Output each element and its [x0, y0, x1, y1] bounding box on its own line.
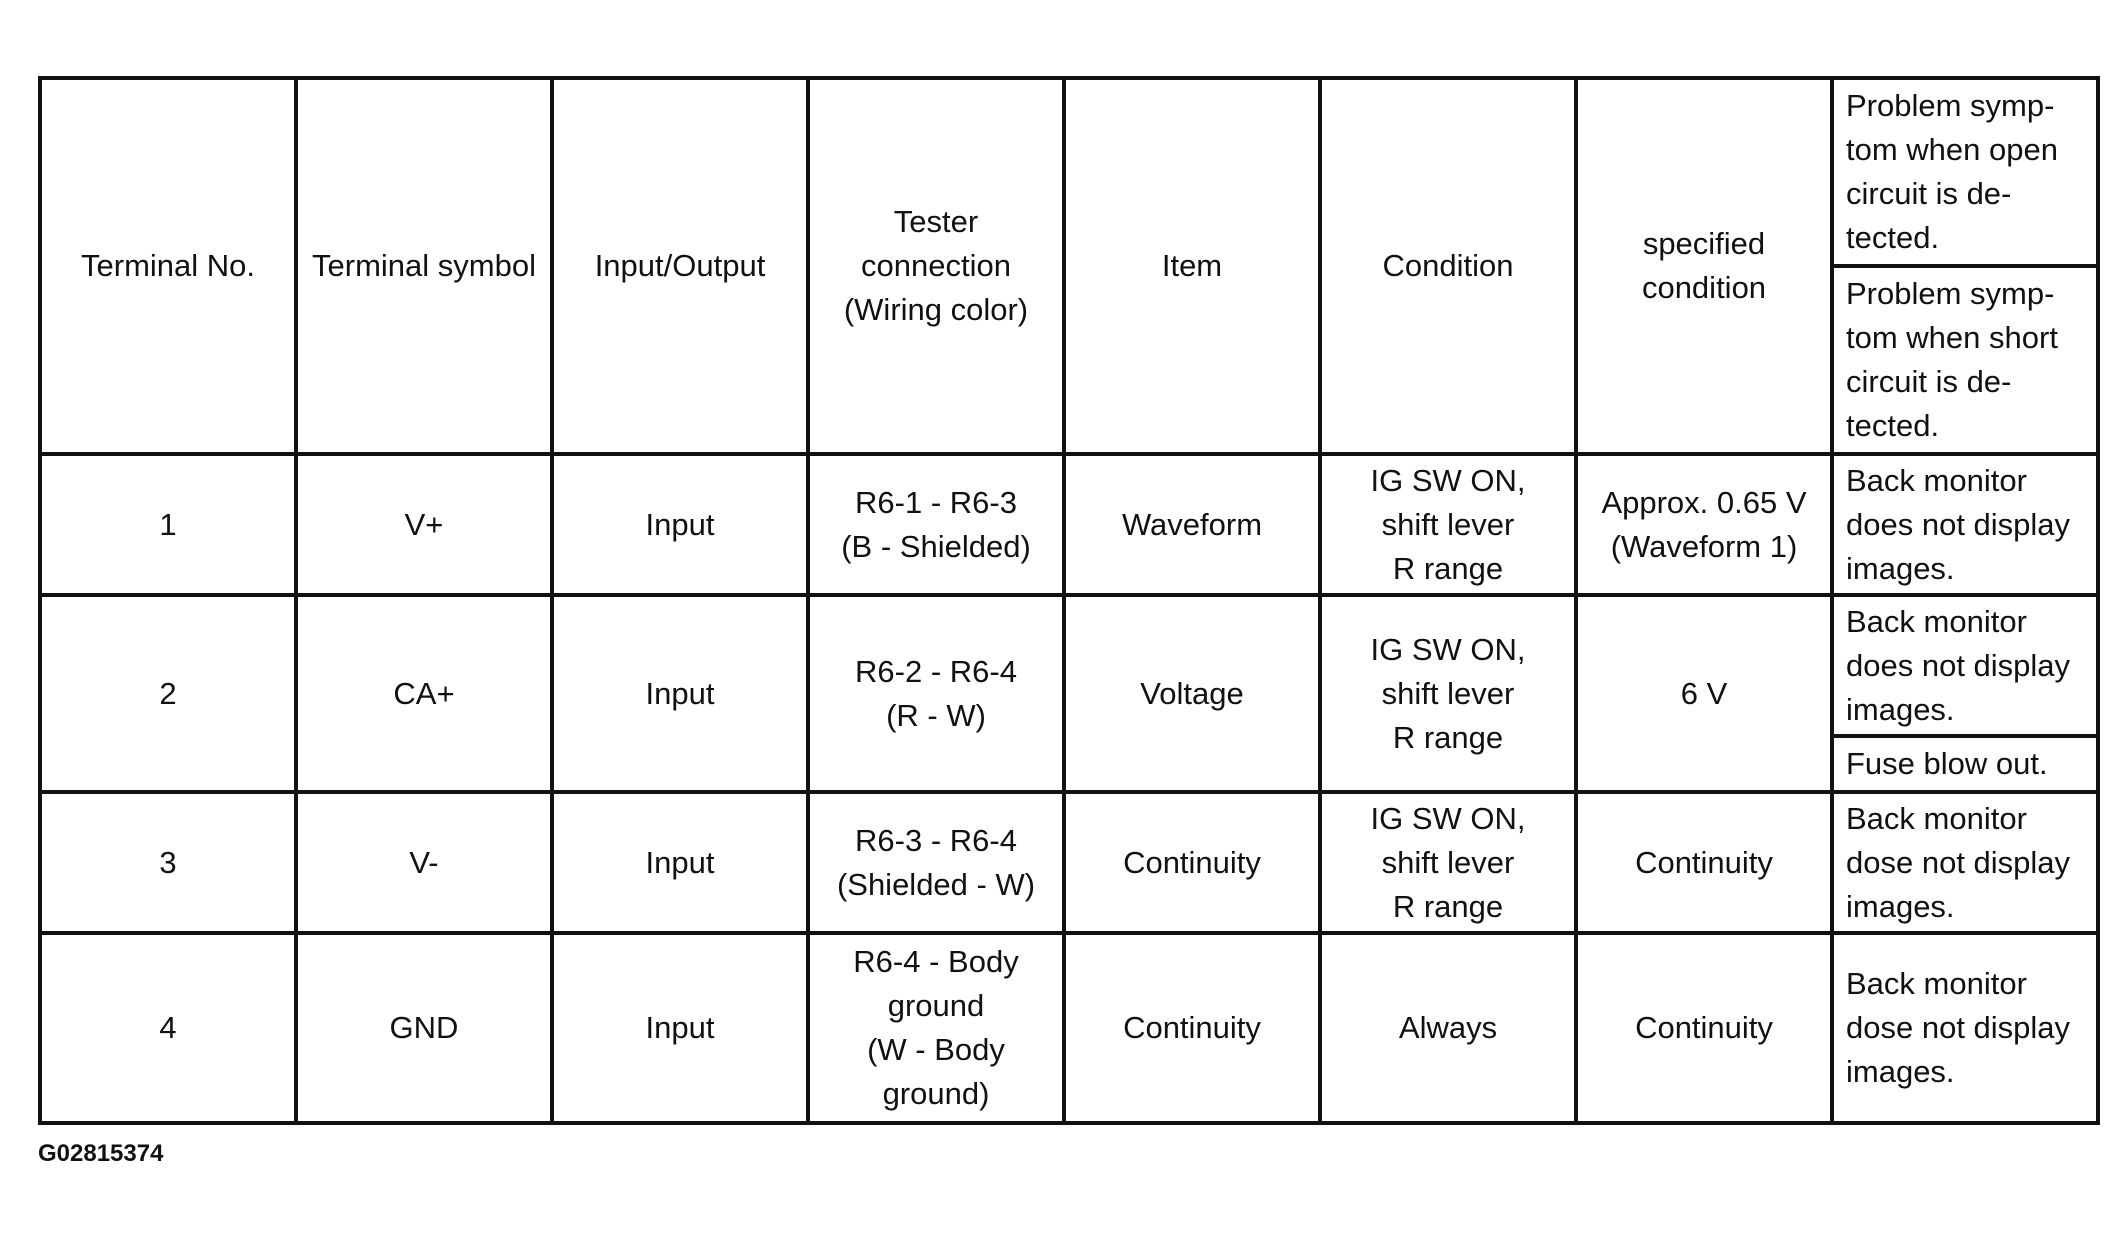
cell-problem-open: Back monitor does not display images. [1832, 595, 2098, 736]
cell-condition: IG SW ON, shift lever R range [1320, 792, 1576, 933]
terminal-spec-table [38, 76, 2100, 1125]
cell-io: Input [552, 454, 808, 595]
header-terminal-no: Terminal No. [40, 78, 296, 454]
header-problem-open: Problem symp- tom when open circuit is de- tected. [1832, 78, 2098, 266]
header-input-output: Input/Output [552, 78, 808, 454]
cell-io: Input [552, 792, 808, 933]
cell-condition: IG SW ON, shift lever R range [1320, 454, 1576, 595]
cell-problem-short: Fuse blow out. [1832, 736, 2098, 792]
table-row [40, 595, 2098, 736]
cell-tester: R6-3 - R6-4 (Shielded - W) [808, 792, 1064, 933]
cell-tester: R6-1 - R6-3 (B - Shielded) [808, 454, 1064, 595]
cell-symbol: V- [296, 792, 552, 933]
header-row [40, 78, 2098, 266]
cell-terminal-no: 2 [40, 595, 296, 792]
cell-specified: Continuity [1576, 792, 1832, 933]
cell-condition: Always [1320, 933, 1576, 1123]
cell-io: Input [552, 595, 808, 792]
cell-item: Waveform [1064, 454, 1320, 595]
figure-id: G02815374 [38, 1140, 164, 1167]
cell-specified: Continuity [1576, 933, 1832, 1123]
cell-terminal-no: 4 [40, 933, 296, 1123]
cell-io: Input [552, 933, 808, 1123]
table-row [40, 454, 2098, 595]
cell-symbol: V+ [296, 454, 552, 595]
header-tester-connection: Tester connection (Wiring color) [808, 78, 1064, 454]
cell-symbol: CA+ [296, 595, 552, 792]
table-row [40, 933, 2098, 1123]
cell-symbol: GND [296, 933, 552, 1123]
header-specified-condition: specified condition [1576, 78, 1832, 454]
cell-tester: R6-4 - Body ground (W - Body ground) [808, 933, 1064, 1123]
cell-terminal-no: 3 [40, 792, 296, 933]
cell-item: Voltage [1064, 595, 1320, 792]
table-row [40, 792, 2098, 933]
cell-tester: R6-2 - R6-4 (R - W) [808, 595, 1064, 792]
cell-problem-open: Back monitor does not display images. [1832, 454, 2098, 595]
cell-specified: 6 V [1576, 595, 1832, 792]
cell-terminal-no: 1 [40, 454, 296, 595]
cell-problem-open: Back monitor dose not display images. [1832, 792, 2098, 933]
cell-item: Continuity [1064, 792, 1320, 933]
header-item: Item [1064, 78, 1320, 454]
cell-problem-open: Back monitor dose not display images. [1832, 933, 2098, 1123]
header-problem-short: Problem symp- tom when short circuit is de- tected. [1832, 266, 2098, 454]
header-terminal-symbol: Terminal symbol [296, 78, 552, 454]
cell-specified: Approx. 0.65 V (Waveform 1) [1576, 454, 1832, 595]
header-condition: Condition [1320, 78, 1576, 454]
cell-condition: IG SW ON, shift lever R range [1320, 595, 1576, 792]
cell-item: Continuity [1064, 933, 1320, 1123]
